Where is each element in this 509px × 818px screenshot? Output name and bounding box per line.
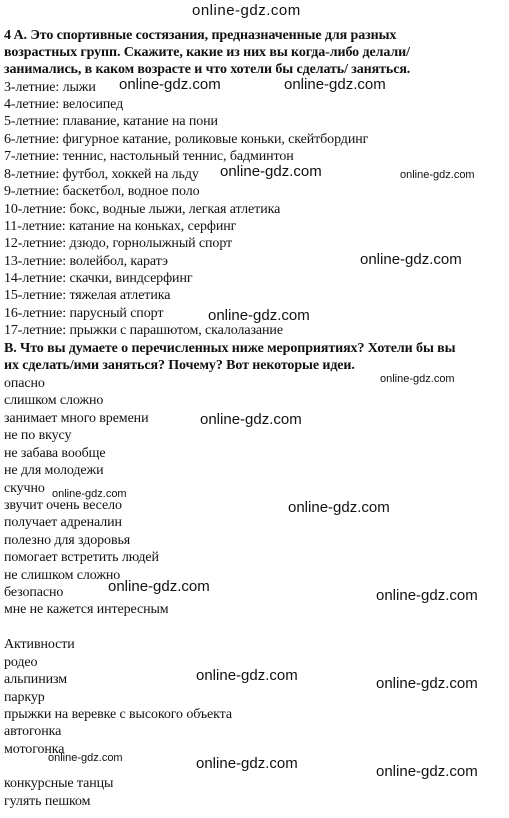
idea-item: не для молодежи	[4, 463, 104, 478]
idea-item: слишком сложно	[4, 393, 104, 408]
idea-item: мне не кажется интересным	[4, 602, 169, 617]
activity-item: мотогонка	[4, 742, 65, 757]
idea-item: получает адреналин	[4, 515, 122, 530]
idea-item: скучно	[4, 481, 45, 496]
idea-item: помогает встретить людей	[4, 550, 159, 565]
task-a-heading-line-2: возрастных групп. Скажите, какие из них вы когда-либо делали/	[4, 45, 410, 60]
activities-heading: Активности	[4, 637, 75, 652]
watermark: online-gdz.com	[196, 667, 298, 684]
watermark: online-gdz.com	[220, 163, 322, 180]
idea-item: звучит очень весело	[4, 498, 122, 513]
idea-item: не по вкусу	[4, 428, 72, 443]
watermark: online-gdz.com	[48, 752, 123, 764]
activity-item: прыжки на веревке с высокого объекта	[4, 707, 232, 722]
watermark: online-gdz.com	[376, 587, 478, 604]
age-item: 7-летние: теннис, настольный теннис, бадминтон	[4, 149, 294, 164]
watermark: online-gdz.com	[288, 499, 390, 516]
header-watermark: online-gdz.com	[192, 2, 301, 19]
task-b-heading-line-1: B. Что вы думаете о перечисленных ниже мероприятиях? Хотели бы вы	[4, 341, 456, 356]
age-item: 6-летние: фигурное катание, роликовые коньки, скейтбординг	[4, 132, 369, 147]
age-item: 5-летние: плавание, катание на пони	[4, 114, 218, 129]
age-item: 17-летние: прыжки с парашютом, скалолазание	[4, 323, 283, 338]
watermark: online-gdz.com	[360, 251, 462, 268]
watermark: online-gdz.com	[196, 755, 298, 772]
task-a-heading-line-3: занимались, в каком возрасте и что хотели бы сделать/ заняться.	[4, 62, 411, 77]
age-item: 3-летние: лыжи	[4, 80, 96, 95]
watermark: online-gdz.com	[52, 488, 127, 500]
idea-item: полезно для здоровья	[4, 533, 131, 548]
age-item: 16-летние: парусный спорт	[4, 306, 164, 321]
idea-item: не забава вообще	[4, 446, 106, 461]
age-item: 9-летние: баскетбол, водное поло	[4, 184, 200, 199]
watermark: online-gdz.com	[208, 307, 310, 324]
idea-item: занимает много времени	[4, 411, 149, 426]
activity-item: конкурсные танцы	[4, 776, 114, 791]
age-item: 15-летние: тяжелая атлетика	[4, 288, 171, 303]
idea-item: безопасно	[4, 585, 64, 600]
activity-item: автогонка	[4, 724, 62, 739]
watermark: online-gdz.com	[284, 76, 386, 93]
watermark: online-gdz.com	[380, 373, 455, 385]
task-a-heading-line-1: 4 A. Это спортивные состязания, предназначенные для разных	[4, 28, 397, 43]
task-b-heading-line-2: их сделать/ими заняться? Почему? Вот некоторые идеи.	[4, 358, 355, 373]
activity-item: паркур	[4, 690, 45, 705]
watermark: online-gdz.com	[376, 763, 478, 780]
watermark: online-gdz.com	[119, 76, 221, 93]
idea-item: опасно	[4, 376, 45, 391]
age-item: 12-летние: дзюдо, горнолыжный спорт	[4, 236, 233, 251]
age-item: 11-летние: катание на коньках, серфинг	[4, 219, 237, 234]
watermark: online-gdz.com	[108, 578, 210, 595]
activity-item: родео	[4, 655, 38, 670]
age-item: 8-летние: футбол, хоккей на льду	[4, 167, 199, 182]
watermark: online-gdz.com	[400, 169, 475, 181]
age-item: 14-летние: скачки, виндсерфинг	[4, 271, 193, 286]
watermark: online-gdz.com	[200, 411, 302, 428]
watermark: online-gdz.com	[376, 675, 478, 692]
activity-item: гулять пешком	[4, 794, 91, 809]
age-item: 10-летние: бокс, водные лыжи, легкая атлетика	[4, 202, 281, 217]
idea-item: не слишком сложно	[4, 568, 121, 583]
activity-item: альпинизм	[4, 672, 67, 687]
age-item: 13-летние: волейбол, каратэ	[4, 254, 168, 269]
age-item: 4-летние: велосипед	[4, 97, 124, 112]
